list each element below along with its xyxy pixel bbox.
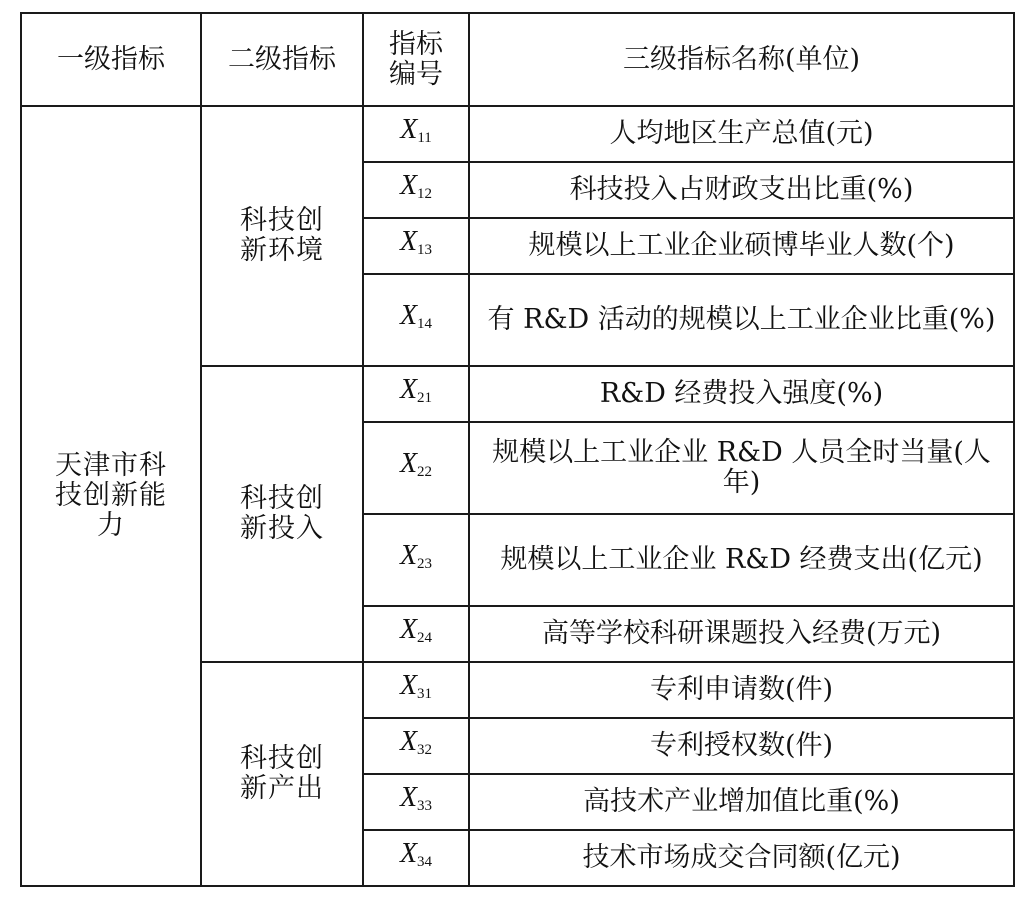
code-cell: $X_{31}$: [363, 662, 469, 718]
code-cell: $X_{34}$: [363, 830, 469, 886]
indicator-name-cell: 高技术产业增加值比重(%): [469, 774, 1014, 830]
header-row: [21, 13, 1014, 106]
header-code: 指标编号: [363, 13, 469, 106]
indicator-name-cell: 规模以上工业企业 R&D 经费支出(亿元): [469, 514, 1014, 606]
indicator-name-cell: 有 R&D 活动的规模以上工业企业比重(%): [469, 274, 1014, 366]
level2-cell-environment: 科技创新环境: [201, 106, 363, 366]
code-cell: $X_{13}$: [363, 218, 469, 274]
code-cell: $X_{33}$: [363, 774, 469, 830]
code-cell: $X_{11}$: [363, 106, 469, 162]
header-level2: 二级指标: [201, 13, 363, 106]
indicator-name-cell: R&D 经费投入强度(%): [469, 366, 1014, 422]
level1-cell: 天津市科技创新能力: [21, 106, 201, 886]
header-level1: 一级指标: [21, 13, 201, 106]
indicator-table-container: [20, 12, 1015, 887]
indicator-name-cell: 高等学校科研课题投入经费(万元): [469, 606, 1014, 662]
indicator-name-cell: 人均地区生产总值(元): [469, 106, 1014, 162]
level2-cell-output: 科技创新产出: [201, 662, 363, 886]
indicator-name-cell: 科技投入占财政支出比重(%): [469, 162, 1014, 218]
code-cell: $X_{32}$: [363, 718, 469, 774]
indicator-name-cell: 专利申请数(件): [469, 662, 1014, 718]
code-cell: $X_{24}$: [363, 606, 469, 662]
indicator-name-cell: 技术市场成交合同额(亿元): [469, 830, 1014, 886]
indicator-name-cell: 专利授权数(件): [469, 718, 1014, 774]
code-cell: $X_{23}$: [363, 514, 469, 606]
level2-cell-input: 科技创新投入: [201, 366, 363, 662]
code-cell: $X_{22}$: [363, 422, 469, 514]
code-cell: $X_{14}$: [363, 274, 469, 366]
header-level3: 三级指标名称(单位): [469, 13, 1014, 106]
indicator-table: [20, 12, 1015, 887]
code-cell: $X_{21}$: [363, 366, 469, 422]
table-row: [21, 106, 1014, 162]
indicator-name-cell: 规模以上工业企业硕博毕业人数(个): [469, 218, 1014, 274]
code-cell: $X_{12}$: [363, 162, 469, 218]
indicator-name-cell: 规模以上工业企业 R&D 人员全时当量(人年): [469, 422, 1014, 514]
